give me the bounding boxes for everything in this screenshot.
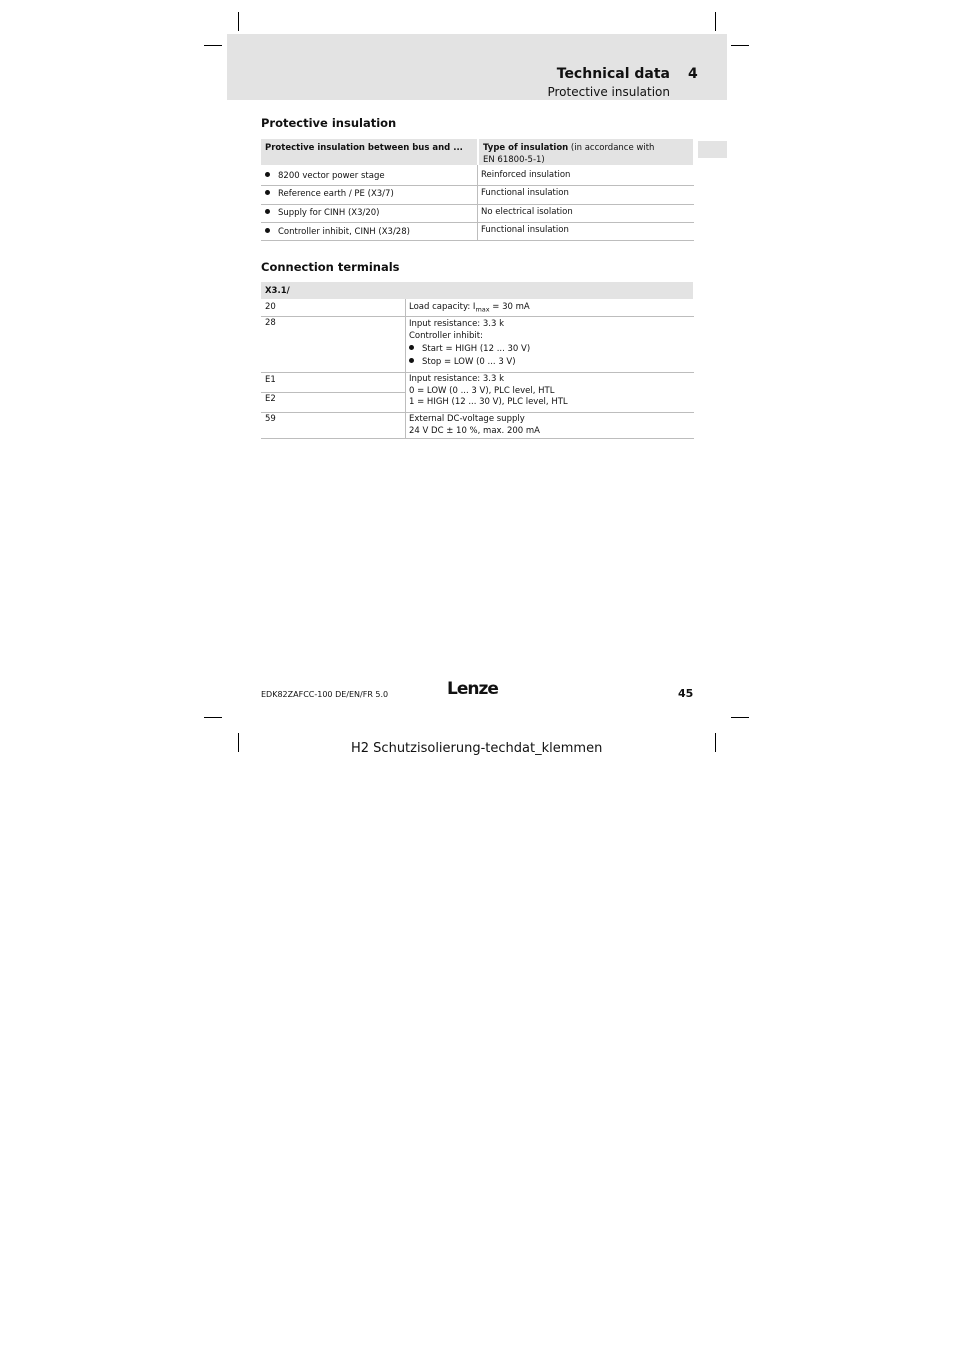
page-subtitle: Protective insulation — [547, 85, 670, 99]
terminal-id: E1 — [265, 375, 276, 385]
desc-subscript: max — [475, 305, 490, 314]
terminal-description — [409, 413, 540, 437]
crop-mark — [238, 12, 239, 31]
row-divider — [261, 316, 694, 317]
desc-text: 24 V DC ± 10 %, max. 200 mA — [409, 426, 540, 436]
desc-text: External DC-voltage supply — [409, 414, 525, 424]
chapter-tab — [698, 141, 727, 158]
table-row — [265, 188, 394, 200]
chapter-number: 4 — [688, 66, 698, 82]
terminal-description — [409, 301, 530, 316]
row-divider — [261, 392, 405, 393]
desc-text: Input resistance: 3.3 k — [409, 374, 505, 384]
column-divider — [477, 165, 478, 241]
section-title-terminals: Connection terminals — [261, 260, 400, 274]
crop-mark — [731, 45, 749, 46]
section-title-protective: Protective insulation — [261, 116, 397, 130]
page-caption: H2 Schutzisolierung-techdat_klemmen — [351, 741, 603, 756]
desc-text: Load capacity: I — [409, 302, 476, 312]
crop-mark — [715, 12, 716, 31]
desc-text: Start = HIGH (12 ... 30 V) — [422, 344, 531, 354]
desc-text: Input resistance: 3.3 k — [409, 319, 505, 329]
row-type: Functional insulation — [481, 188, 569, 198]
table-row — [265, 226, 410, 238]
header-text: EN 61800-5-1) — [483, 155, 545, 165]
header-text: Protective insulation between bus and ... — [265, 143, 463, 153]
column-divider — [405, 299, 406, 439]
terminal-description — [409, 374, 568, 409]
desc-text: Controller inhibit: — [409, 331, 483, 341]
row-item: Controller inhibit, CINH (X3/28) — [278, 227, 410, 237]
row-type: Functional insulation — [481, 225, 569, 235]
bullet-icon — [265, 172, 270, 177]
crop-mark — [204, 717, 222, 718]
crop-mark — [204, 45, 222, 46]
desc-text: = 30 mA — [489, 302, 530, 312]
terminal-id: E2 — [265, 394, 276, 404]
list-item — [409, 343, 530, 355]
crop-mark — [238, 733, 239, 752]
desc-text: Stop = LOW (0 ... 3 V) — [422, 357, 516, 367]
document-id: EDK82ZAFCC-100 DE/EN/FR 5.0 — [261, 690, 389, 699]
page-title: Technical data — [556, 66, 670, 82]
table-row — [265, 207, 380, 219]
row-divider — [261, 372, 694, 373]
bullet-icon — [265, 190, 270, 195]
desc-text: 1 = HIGH (12 ... 30 V), PLC level, HTL — [409, 397, 568, 407]
row-item: 8200 vector power stage — [278, 171, 385, 181]
terminal-id: 28 — [265, 318, 276, 328]
desc-text: 0 = LOW (0 ... 3 V), PLC level, HTL — [409, 385, 555, 396]
crop-mark — [731, 717, 749, 718]
table-header-cell — [261, 282, 693, 299]
terminal-description — [409, 318, 530, 368]
table-header-cell — [261, 139, 477, 165]
row-item: Supply for CINH (X3/20) — [278, 208, 380, 218]
bullet-icon — [265, 209, 270, 214]
header-text: (in accordance with — [568, 143, 655, 153]
page-number: 45 — [678, 687, 694, 700]
row-type: Reinforced insulation — [481, 170, 571, 180]
row-divider — [261, 438, 694, 439]
header-text: Type of insulation — [483, 143, 569, 153]
lenze-logo: Lenze — [447, 679, 498, 699]
bullet-icon — [409, 345, 414, 350]
header-text: X3.1/ — [265, 286, 290, 296]
table-row — [265, 170, 385, 182]
terminal-id: 20 — [265, 302, 276, 312]
row-item: Reference earth / PE (X3/7) — [278, 189, 394, 199]
terminal-id: 59 — [265, 414, 276, 424]
row-type: No electrical isolation — [481, 207, 573, 217]
crop-mark — [715, 733, 716, 752]
table-header-cell — [479, 139, 693, 165]
bullet-icon — [265, 228, 270, 233]
bullet-icon — [409, 358, 414, 363]
list-item — [409, 356, 530, 368]
